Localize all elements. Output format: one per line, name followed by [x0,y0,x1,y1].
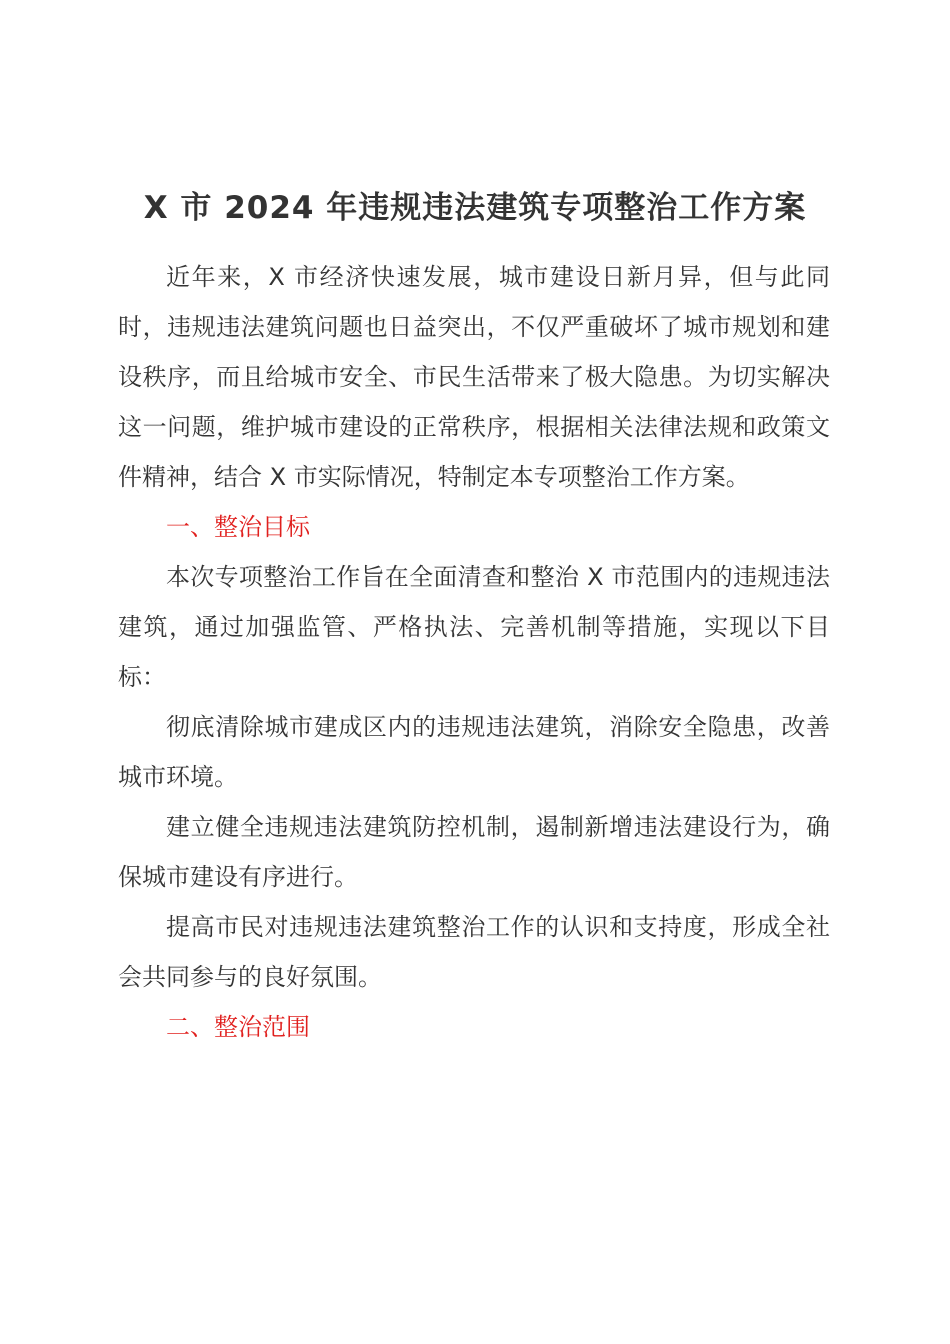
section-heading-scope: 二、整治范围 [166,1013,310,1041]
goal-paragraph-2: 建立健全违规违法建筑防控机制，遏制新增违法建设行为，确保城市建设有序进行。 [118,813,830,891]
goal-paragraph-1: 彻底清除城市建成区内的违规违法建筑，消除安全隐患，改善城市环境。 [118,713,830,791]
goal-intro-paragraph: 本次专项整治工作旨在全面清查和整治 X 市范围内的违规违法建筑，通过加强监管、严格执法、完善机制等措施，实现以下目标： [118,563,830,691]
section-heading-goals: 一、整治目标 [166,513,310,541]
document-title: X 市 2024 年违规违法建筑专项整治工作方案 [143,190,807,226]
intro-paragraph: 近年来，X 市经济快速发展，城市建设日新月异，但与此同时，违规违法建筑问题也日益突出，不仅严重破坏了城市规划和建设秩序，而且给城市安全、市民生活带来了极大隐患。为切实解决这一问题，维护城市建设的正常秩序，根据相关法律法规和政策文件精神，结合 X 市实际情况，特制定本专项整治工作方案。 [118,263,830,491]
goal-paragraph-3: 提高市民对违规违法建筑整治工作的认识和支持度，形成全社会共同参与的良好氛围。 [118,913,830,991]
document-body [118,252,830,1052]
